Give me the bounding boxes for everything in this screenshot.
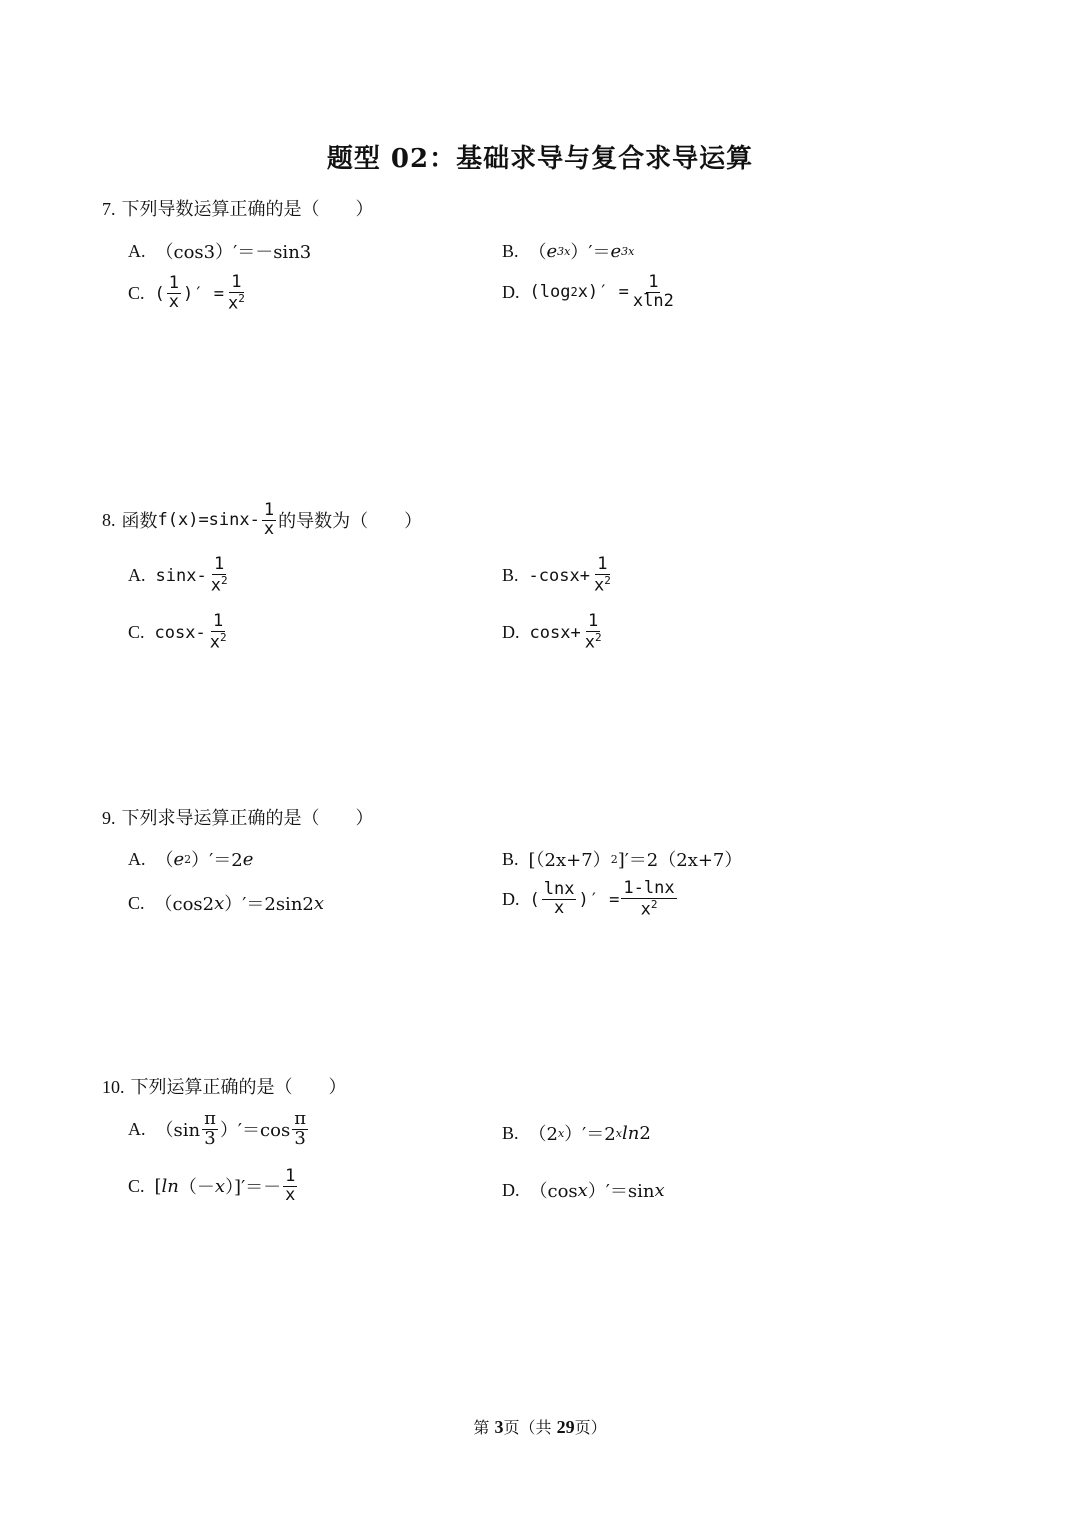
question-number: 9. [102,808,116,828]
fraction: $\frac{1-\ln x}{x^2}$ [623,878,675,920]
base-e: e [546,240,558,262]
fraction: $\frac{1}{x^2}$ [209,611,227,653]
option-label: B. [502,848,519,869]
question-9-stem [102,804,374,830]
option-text: -cosx+ [528,565,590,586]
q8-option-b [502,556,615,595]
question-7-stem [102,195,374,221]
base-e: e [173,848,185,870]
q7-option-d: D. (log 2 x)′ = $\frac{1}{xln2}$ [502,272,674,311]
base-e: e [242,848,254,870]
fraction: $\frac{\pi}{3}$ [204,1108,216,1149]
fraction: $\frac{\pi}{3}$ [294,1108,307,1149]
option-label: A. [128,848,146,869]
option-label: A. [128,1118,146,1139]
q7-option-c: C. ( $\frac{1}{x}$ )′ = $\frac{1}{x^2}$ [128,272,245,314]
option-label: B. [502,565,519,586]
q8-option-c [128,613,231,652]
option-label: A. [128,240,146,261]
question-text: 下列求导运算正确的是（ ） [121,808,374,829]
option-label: C. [128,1175,145,1196]
base-e: e [610,240,622,262]
total-pages: 29 [556,1417,575,1437]
q10-option-b: B. （2 x ）′＝2 x ln 2 [502,1120,651,1146]
option-text: （sin [155,1120,201,1142]
option-text: )′ = [183,283,224,304]
q9-option-b: B. [（2x+7） 2 ]′＝2（2x+7） [502,846,742,872]
option-label: C. [128,283,145,304]
exponent: x [615,1126,622,1140]
section-title: 题型 02：基础求导与复合求导运算 [326,144,754,174]
q7-option-a [128,238,311,264]
question-number: 7. [102,199,116,219]
fraction: $\frac{1}{x}$ [285,1166,296,1205]
q9-option-d: D. ( $\frac{\ln x}{x}$ )′ = $\frac{1-\ln x}{x^2}$ [502,878,675,920]
fraction: $\frac{1}{x^2}$ [593,554,611,596]
q8-option-d [502,613,606,652]
question-8-stem [102,502,422,539]
option-text: (log [529,282,571,303]
q10-option-c: C. [ ln （－ x ）]′＝－ $\frac{1}{x}$ [128,1166,296,1205]
question-10-stem [102,1073,347,1099]
option-label: D. [502,622,520,643]
question-number: 8. [102,509,116,530]
function-expression: f(x)=sinx- [157,510,260,531]
q8-option-a [128,556,232,595]
fraction: $\frac{1}{xln2}$ [632,272,674,311]
option-text: （cos2 [154,894,215,915]
fraction: $\frac{1}{x^2}$ [227,272,245,314]
option-text: [（2x+7） [528,850,611,871]
q10-option-d: D. （cos x ）′＝sin x [502,1177,665,1203]
exponent: x [557,1126,565,1140]
option-label: D. [502,889,520,910]
q7-option-b: B. （ e 3x ）′＝ e 3x [502,238,634,264]
option-label: D. [502,1179,520,1200]
option-text: cosx- [154,622,206,643]
option-text: cosx+ [529,622,581,643]
exponent: 2 [184,852,192,866]
option-text: （cos3）′＝－sin3 [155,242,312,263]
q9-option-c: C. （cos2 x ）′＝2sin2 x [128,890,324,916]
option-text: )′ = [578,889,620,910]
q10-option-a: A. （sin $\frac{\pi}{3}$ ）′＝cos $\frac{\pi}{3}$ [128,1108,307,1149]
option-text: （2 [528,1124,558,1145]
option-label: C. [128,892,145,913]
page-number: 3 [494,1417,504,1437]
exponent: 2 [610,852,618,866]
question-number: 10. [102,1077,125,1097]
exponent: 3x [621,244,635,258]
q9-option-a: A. （ e 2 ）′＝2 e [128,846,253,872]
option-label: C. [128,622,145,643]
fraction: $\frac{1}{x}$ [263,500,275,539]
question-text: 函数 [121,511,158,533]
exponent: 3x [557,244,571,258]
option-label: B. [502,240,519,261]
option-label: A. [128,565,146,586]
fraction: $\frac{\ln x}{x}$ [543,879,575,919]
question-text: 的导数为（ ） [278,511,423,533]
option-text: sinx- [155,565,207,586]
fraction: $\frac{1}{x^2}$ [584,611,602,653]
option-text: ln [161,1175,179,1197]
question-text: 下列导数运算正确的是（ ） [121,199,374,220]
option-text: （cos [529,1181,578,1202]
option-label: B. [502,1122,519,1143]
option-label: D. [502,281,520,302]
question-text: 下列运算正确的是（ ） [130,1077,347,1098]
page-footer: 第 3页（共 29页） [473,1417,607,1437]
option-text: ）′＝2 [191,850,243,871]
option-text: ）′＝ [570,242,611,263]
fraction: $\frac{1}{x}$ [168,273,180,313]
fraction: $\frac{1}{x^2}$ [210,554,228,596]
